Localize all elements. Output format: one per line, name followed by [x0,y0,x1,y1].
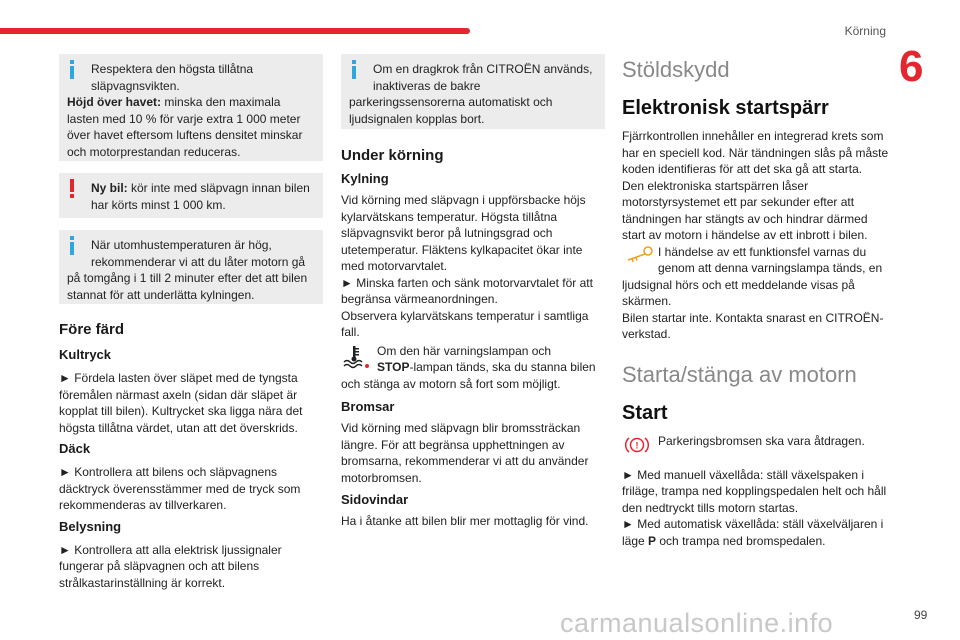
warning-icon [70,179,74,199]
paragraph: ► Med automatisk växellåda: ställ växelväljaren i läge P och trampa ned bromspedalen. [622,517,884,548]
paragraph: Den elektroniska startspärren låser motorstyrsystemet ett par sekunder efter att tändningen har stängts av och hindrar därmed start av motorn i händelse av ett inbrott i bilen. [622,178,868,242]
paragraph: Fjärrkontrollen innehåller en integrerad krets som har en speciell kod. När tändningen slås på måste koden identifieras för att det ska gå att starta. [622,129,889,176]
note-body: parkeringssensorerna automatiskt och ljudsignalen kopplas bort. [349,95,553,126]
immobiliser-warning: I händelse av ett funktionsfel varnas du genom att denna varningslampa tänds, en [622,244,890,277]
paragraph: Vid körning med släpvagn blir bromssträckan längre. För att begränsa upphettningen av bromsarna, rekommenderar vi att du använder motorbromsen. [341,421,589,485]
coolant-temperature-icon [343,345,369,369]
heading-starta-stanga: Starta/stänga av motorn [622,361,857,387]
info-note [59,54,323,161]
column-3 [622,54,890,549]
chapter-number: 6 [899,42,924,91]
section-title: Körning [844,24,886,38]
note-line: inaktiveras de bakre [373,78,481,93]
heading-bromsar: Bromsar [341,399,395,414]
parking-brake-icon [624,435,650,455]
note-body: på tomgång i 1 till 2 minuter efter det att bilen stannat för att underlätta kylningen. [67,271,308,302]
paragraph: Vid körning med släpvagn i uppförsbacke höjs kylarvätskans temperatur. Högsta tillåtna släpvagnsvikt beror på lutningsgrad och utetemperatur. Fläktens kylkapacitet ökar inte med motorvarvtalet. [341,193,586,273]
paragraph: ► Kontrollera att alla elektrisk ljussignaler fungerar på släpvagnen och att bilens strålkastarinställning är korrekt. [59,542,282,590]
paragraph: Ha i åtanke att bilen blir mer mottaglig för vind. [341,514,589,528]
note-line: Om en dragkrok från CITROËN används, [373,62,593,76]
heading-dack: Däck [59,441,91,456]
heading-under-korning: Under körning [341,147,444,164]
paragraph: Bilen startar inte. Kontakta snarast en CITROËN-verkstad. [622,310,884,341]
note-line: När utomhustemperaturen är hög, [91,238,272,252]
paragraph: Observera kylarvätskans temperatur i samtliga fall. [341,308,589,339]
heading-fore-fard: Före färd [59,321,125,338]
heading-kultryck: Kultryck [59,347,112,362]
info-icon [352,60,356,79]
note-line: rekommenderar vi att du låter motorn gå [91,254,306,269]
column-1 [59,54,323,591]
warning-text: Ny bil: kör inte med släpvagn innan bilen har körts minst 1 000 km. [91,181,310,212]
column-2 [341,54,605,530]
warning-note [59,173,323,218]
page-number: 99 [914,608,928,622]
note-line: släpvagnsvikten. [91,78,180,93]
heading-stoldskydd: Stöldskydd [622,57,730,82]
note-line: Respektera den högsta tillåtna [91,62,254,76]
info-icon [70,236,74,255]
svg-text:!: ! [635,440,639,450]
heading-sidovindar: Sidovindar [341,492,409,507]
chapter-progress-bar [0,28,470,34]
heading-elektronisk-startsparr: Elektronisk startspärr [622,97,829,119]
paragraph: ► Kontrollera att bilens och släpvagnens däcktryck överensstämmer med de tryck som rekommenderas av tillverkaren. [59,465,301,512]
info-note [59,230,323,304]
parking-brake-note: ! Parkeringsbromsen ska vara åtdragen. [622,433,890,463]
heading-belysning: Belysning [59,518,122,534]
note-body: Höjd över havet: minska den maximala lasten med 10 % för varje extra 1 000 meter över havet eftersom luftens densitet minskar och motorprestandan reduceras. [67,95,303,159]
heading-start: Start [622,401,668,424]
heading-kylning: Kylning [341,171,389,186]
paragraph: ► Minska farten och sänk motorvarvtalet för att begränsa värmeanordningen. [341,275,593,306]
paragraph: ► Med manuell växellåda: ställ växelspaken i friläge, trampa ned kopplingspedalen helt och håll den nedtryckt tills motorn startas. [622,467,887,515]
footer-watermark: carmanualsonline.info [560,608,834,638]
info-icon [70,60,74,79]
info-note [341,54,605,129]
coolant-warning: Om den här varningslampan och STOP-lampan tänds, ska du stanna bilen [341,343,605,376]
paragraph: och stänga av motorn så fort som möjligt. [341,376,561,391]
key-warning-icon [624,246,654,264]
paragraph: ljudsignal hörs och ett meddelande visas på skärmen. [622,277,855,308]
paragraph: ► Fördela lasten över släpet med de tyngsta föremålen närmast axeln (sidan där släpet är kopplat till bilen). Kultrycket ska ligga nära det högsta tillåtna värdet, utan att det överskrids. [59,371,303,435]
